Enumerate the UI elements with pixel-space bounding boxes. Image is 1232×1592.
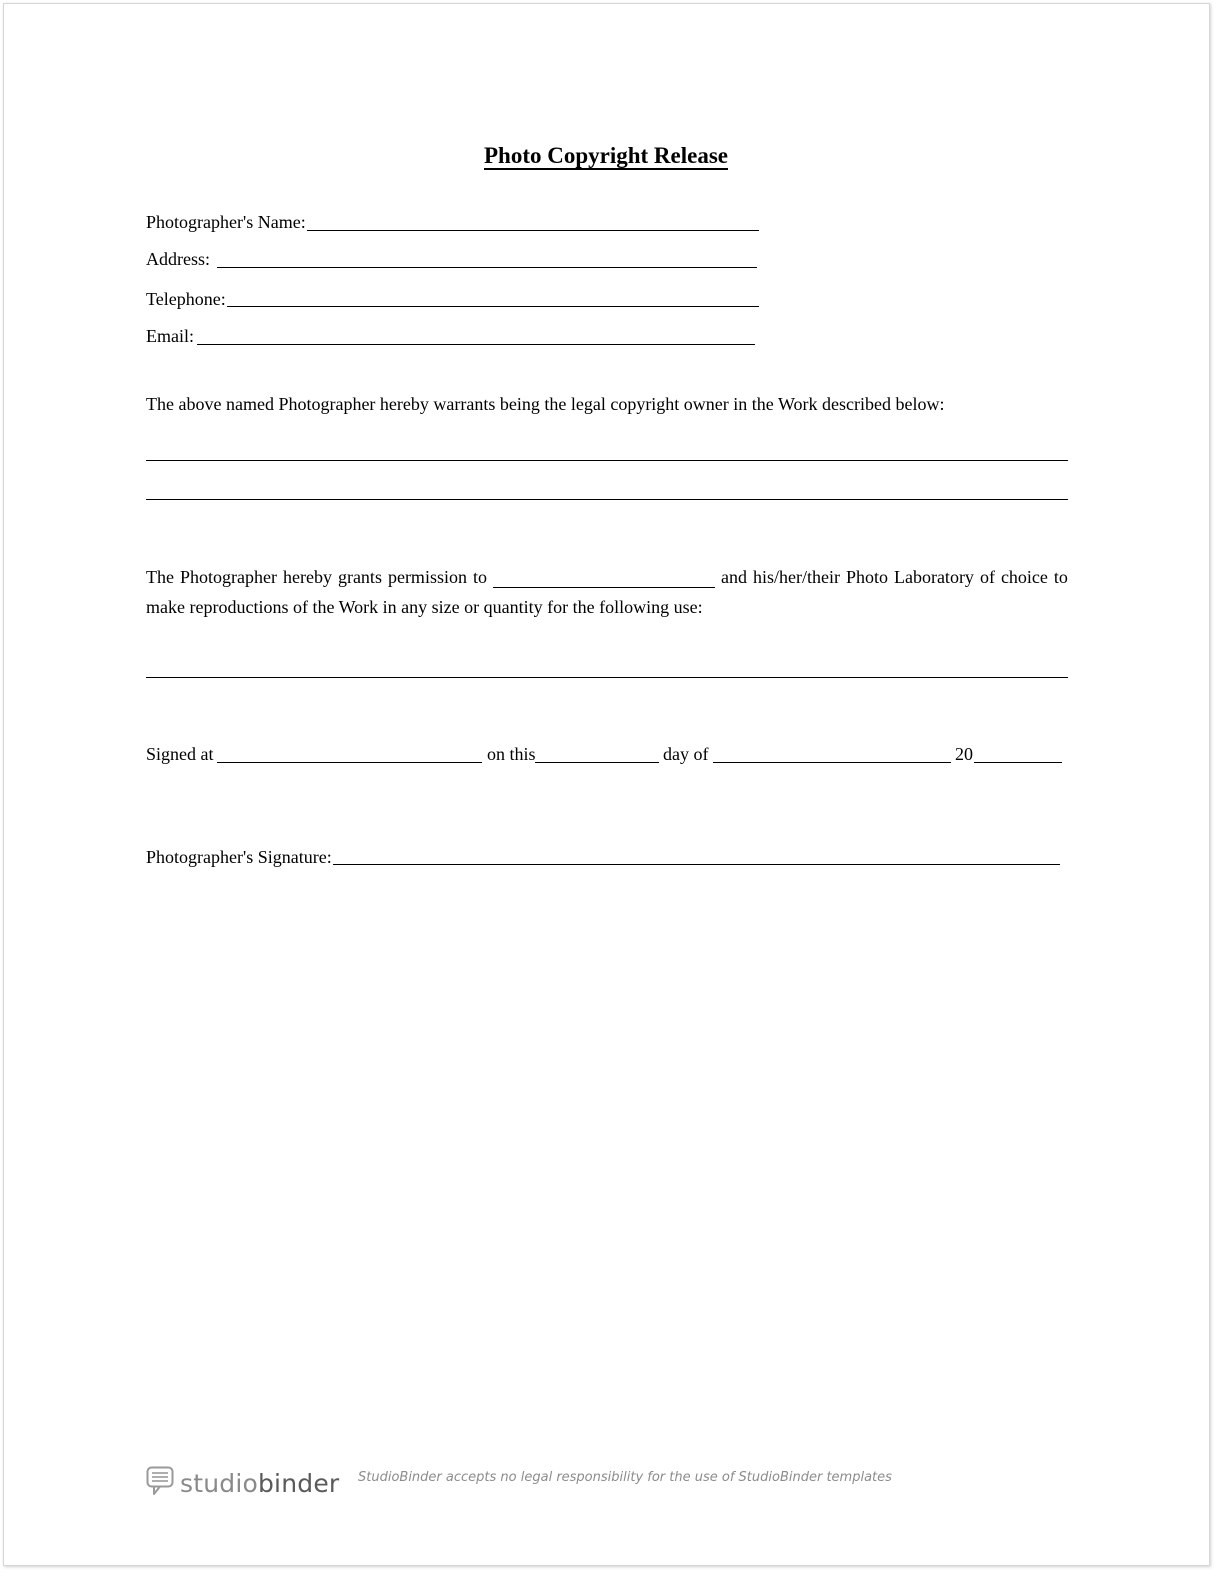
name-label: Photographer's Name: <box>146 212 306 232</box>
permission-word: and <box>720 567 747 587</box>
telephone-label: Telephone: <box>146 289 226 309</box>
email-field[interactable] <box>197 344 755 345</box>
permission-line-1 <box>146 566 1068 588</box>
permission-line-2: make reproductions of the Work in any size or quantity for the following use: <box>146 597 703 617</box>
permission-word: to <box>472 567 487 587</box>
permission-word: choice <box>1000 567 1048 587</box>
footer-disclaimer: StudioBinder accepts no legal responsibility for the use of StudioBinder templates <box>358 1470 892 1485</box>
permission-word: grants <box>337 567 382 587</box>
work-description-line-1[interactable] <box>146 460 1068 461</box>
year-prefix: 20 <box>955 744 973 764</box>
signed-at-label: Signed at <box>146 744 214 764</box>
studiobinder-logo <box>146 1466 339 1500</box>
permission-word: of <box>979 567 995 587</box>
permission-word: hereby <box>282 567 332 587</box>
permission-word: to <box>1053 567 1068 587</box>
day-field[interactable] <box>535 762 659 763</box>
permission-word: Photo <box>845 567 888 587</box>
document-page <box>3 3 1210 1566</box>
address-field[interactable] <box>217 267 757 268</box>
address-label: Address: <box>146 249 210 269</box>
usage-field[interactable] <box>146 677 1068 678</box>
permission-word: Laboratory <box>893 567 974 587</box>
month-field[interactable] <box>713 762 951 763</box>
year-field[interactable] <box>974 762 1062 763</box>
day-of-label: day of <box>663 744 709 764</box>
on-this-label: on this <box>487 744 536 764</box>
permission-word: The <box>146 567 174 587</box>
page-title-text: Photo Copyright Release <box>483 143 729 168</box>
work-description-line-2[interactable] <box>146 499 1068 500</box>
warrant-text: The above named Photographer hereby warrants being the legal copyright owner in the Work described below: <box>146 394 945 414</box>
permission-word: Photographer <box>179 567 277 587</box>
grantee-field[interactable] <box>493 570 715 588</box>
permission-word: permission <box>387 567 467 587</box>
signed-location-field[interactable] <box>217 762 482 763</box>
page-title <box>0 143 1212 170</box>
telephone-field[interactable] <box>227 306 759 307</box>
brand-name-light: studio <box>180 1468 258 1498</box>
name-field[interactable] <box>307 230 759 231</box>
email-label: Email: <box>146 326 194 346</box>
permission-word: his/her/their <box>752 567 840 587</box>
brand-name-bold: binder <box>257 1468 340 1498</box>
signature-label: Photographer's Signature: <box>146 847 332 867</box>
brand-name <box>180 1469 339 1498</box>
signature-field[interactable] <box>333 864 1060 865</box>
chat-bubble-icon <box>146 1466 174 1501</box>
